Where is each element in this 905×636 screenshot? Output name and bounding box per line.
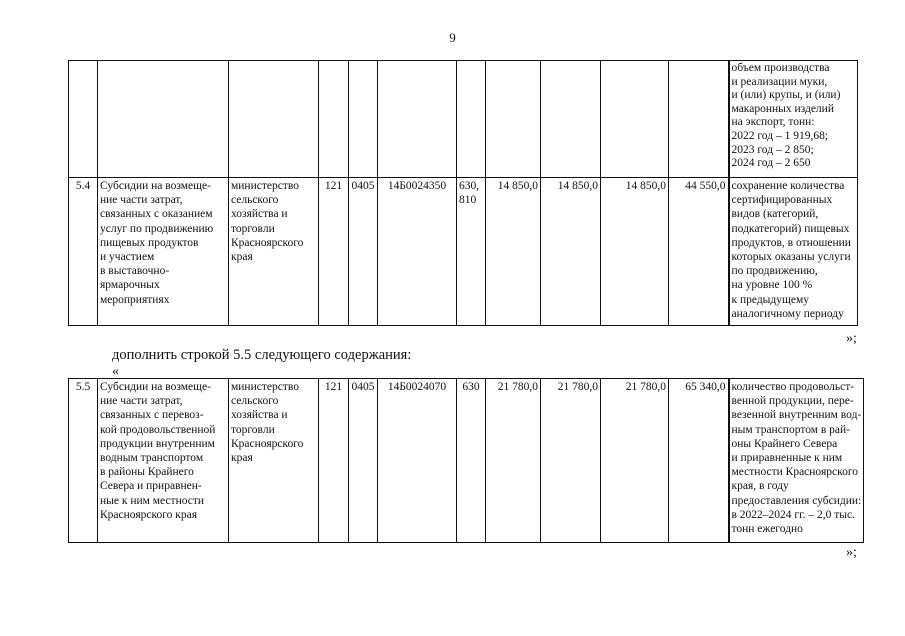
row-2024: 21 780,0 bbox=[601, 379, 669, 543]
amendment-instruction: дополнить строкой 5.5 следующего содержания: bbox=[112, 347, 412, 363]
row-2023: 14 850,0 bbox=[541, 178, 601, 326]
row-outcome bbox=[729, 178, 858, 326]
name-line: ние части затрат, bbox=[100, 395, 183, 408]
cell-rzpr bbox=[349, 61, 378, 178]
cell-grbs bbox=[319, 61, 349, 178]
cell-csr bbox=[378, 61, 457, 178]
executor-line: сельского bbox=[231, 194, 279, 207]
outcome-line: везенной внутренним вод- bbox=[731, 409, 862, 422]
outcome-line: к предыдущему bbox=[731, 293, 809, 306]
cell-num bbox=[69, 61, 98, 178]
row-total: 44 550,0 bbox=[669, 178, 729, 326]
row-rzpr: 0405 bbox=[349, 178, 378, 326]
program-table-continuation bbox=[68, 60, 858, 326]
table-row-continuation bbox=[69, 61, 858, 178]
executor-line: края bbox=[231, 251, 253, 264]
name-line: Субсидии на возмеще- bbox=[100, 381, 211, 393]
outcome-line: края, в году bbox=[731, 480, 789, 493]
outcome-line: местности Красноярского bbox=[731, 466, 859, 479]
executor-line: края bbox=[231, 452, 253, 465]
outcome-line: объем производства bbox=[731, 62, 830, 74]
name-line: связанных с перевоз- bbox=[100, 409, 204, 422]
row-vr: 630 bbox=[457, 379, 486, 543]
row-2024: 14 850,0 bbox=[601, 178, 669, 326]
executor-line: торговли bbox=[231, 423, 275, 436]
outcome-line: и приравненные к ним bbox=[731, 452, 843, 465]
name-line: кой продовольственной bbox=[100, 423, 216, 436]
outcome-line: на уровне 100 % bbox=[731, 279, 813, 292]
outcome-line: оны Крайнего Севера bbox=[731, 437, 838, 450]
opening-quote: « bbox=[112, 364, 119, 379]
outcome-line: продуктов, в отношении bbox=[731, 236, 851, 249]
outcome-line: и реализации муки, bbox=[731, 75, 828, 88]
cell-2023 bbox=[541, 61, 601, 178]
name-line: водным транспортом bbox=[100, 452, 204, 465]
vr-line: 810 bbox=[459, 194, 477, 207]
table-row-5-5 bbox=[69, 379, 864, 543]
outcome-line: венной продукции, пере- bbox=[731, 395, 854, 408]
outcome-line: макаронных изделий bbox=[731, 102, 834, 115]
name-line: в выставочно- bbox=[100, 265, 170, 278]
outcome-line: 2022 год – 1 919,68; bbox=[731, 129, 829, 142]
executor-line: хозяйства и bbox=[231, 208, 288, 221]
row-name bbox=[98, 178, 229, 326]
outcome-line: сохранение количества bbox=[731, 180, 845, 192]
name-line: услуг по продвижению bbox=[100, 222, 214, 235]
outcome-line: сертифицированных bbox=[731, 194, 833, 207]
row-number: 5.5 bbox=[69, 379, 98, 543]
executor-line: Красноярского bbox=[231, 437, 304, 450]
cell-2022 bbox=[486, 61, 541, 178]
row-outcome bbox=[729, 379, 864, 543]
outcome-line: и (или) крупы, и (или) bbox=[731, 89, 841, 102]
vr-line: 630, bbox=[459, 180, 480, 192]
executor-line: министерство bbox=[231, 180, 299, 192]
row-total: 65 340,0 bbox=[669, 379, 729, 543]
page-number: 9 bbox=[449, 30, 456, 45]
cell-outcome bbox=[729, 61, 858, 178]
executor-line: торговли bbox=[231, 222, 275, 235]
row-vr bbox=[457, 178, 486, 326]
outcome-line: тонн ежегодно bbox=[731, 523, 803, 536]
table-row-5-4 bbox=[69, 178, 858, 326]
row-2023: 21 780,0 bbox=[541, 379, 601, 543]
executor-line: Красноярского bbox=[231, 236, 304, 249]
name-line: мероприятиях bbox=[100, 293, 170, 306]
closing-quote: »; bbox=[846, 331, 857, 346]
row-csr: 14Б0024070 bbox=[378, 379, 457, 543]
cell-total bbox=[669, 61, 729, 178]
cell-vr bbox=[457, 61, 486, 178]
row-2022: 21 780,0 bbox=[486, 379, 541, 543]
closing-quote: »; bbox=[846, 545, 857, 560]
program-table-new-row bbox=[68, 378, 864, 543]
outcome-line: видов (категорий, bbox=[731, 208, 819, 221]
outcome-line: 2024 год – 2 650 bbox=[731, 157, 811, 170]
name-line: ярмарочных bbox=[100, 279, 160, 292]
cell-2024 bbox=[601, 61, 669, 178]
name-line: Севера и приравнен- bbox=[100, 480, 202, 493]
row-2022: 14 850,0 bbox=[486, 178, 541, 326]
executor-line: сельского bbox=[231, 395, 279, 408]
name-line: ние части затрат, bbox=[100, 194, 183, 207]
outcome-line: предоставления субсидии: bbox=[731, 494, 862, 507]
outcome-line: подкатегорий) пищевых bbox=[731, 222, 850, 235]
outcome-line: количество продовольст- bbox=[731, 381, 855, 393]
outcome-line: по продвижению, bbox=[731, 265, 818, 278]
outcome-line: на экспорт, тонн: bbox=[731, 116, 815, 129]
row-executor bbox=[229, 178, 319, 326]
row-grbs: 121 bbox=[319, 379, 349, 543]
name-line: продукции внутренним bbox=[100, 437, 215, 450]
row-grbs: 121 bbox=[319, 178, 349, 326]
name-line: ные к ним местности bbox=[100, 494, 205, 507]
row-number: 5.4 bbox=[69, 178, 98, 326]
name-line: Красноярского края bbox=[100, 508, 197, 521]
row-csr: 14Б0024350 bbox=[378, 178, 457, 326]
outcome-line: которых оказаны услуги bbox=[731, 251, 851, 264]
cell-name bbox=[98, 61, 229, 178]
name-line: пищевых продуктов bbox=[100, 236, 199, 249]
executor-line: министерство bbox=[231, 381, 299, 393]
outcome-line: ным транспортом в рай- bbox=[731, 423, 851, 436]
outcome-line: в 2022–2024 гг. – 2,0 тыс. bbox=[731, 508, 855, 521]
outcome-line: 2023 год – 2 850; bbox=[731, 143, 814, 156]
cell-executor bbox=[229, 61, 319, 178]
name-line: Субсидии на возмеще- bbox=[100, 180, 211, 192]
name-line: и участием bbox=[100, 251, 155, 264]
outcome-line: аналогичному периоду bbox=[731, 307, 844, 320]
executor-line: хозяйства и bbox=[231, 409, 288, 422]
row-rzpr: 0405 bbox=[349, 379, 378, 543]
row-executor bbox=[229, 379, 319, 543]
name-line: связанных с оказанием bbox=[100, 208, 213, 221]
name-line: в районы Крайнего bbox=[100, 466, 194, 479]
row-name bbox=[98, 379, 229, 543]
